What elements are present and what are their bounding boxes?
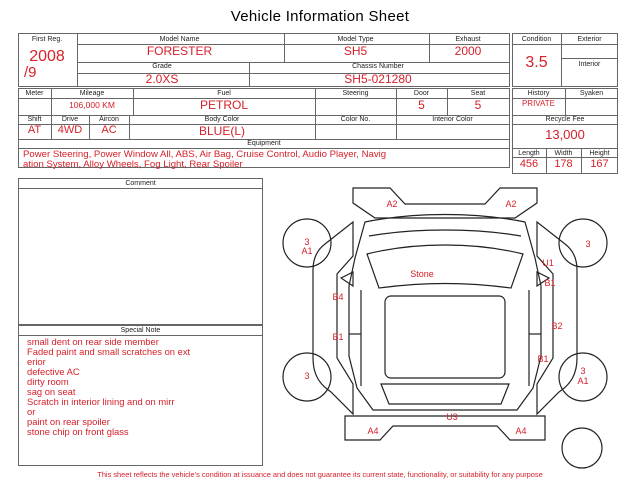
exhaust-value: 2000 bbox=[454, 44, 482, 58]
damage-mark-front-right: A2 bbox=[505, 199, 517, 209]
special-note-line: paint on rear spoiler bbox=[27, 416, 110, 427]
comment-label: Comment bbox=[125, 180, 156, 187]
model-name-value: FORESTER bbox=[146, 44, 213, 58]
interior-color-label: Interior Color bbox=[432, 116, 473, 123]
damage-mark-wheel-br-num: 3 bbox=[580, 366, 586, 376]
chassis-number-label: Chassis Number bbox=[352, 63, 404, 70]
color-no-label: Color No. bbox=[340, 116, 371, 123]
recycle-fee-value: 13,000 bbox=[545, 127, 585, 142]
special-note-list bbox=[27, 337, 261, 437]
drive-label: Drive bbox=[61, 116, 79, 123]
damage-mark-b1-left: B1 bbox=[332, 332, 344, 342]
damage-mark-b1-right-lower: B1 bbox=[537, 354, 549, 364]
page-title: Vehicle Information Sheet bbox=[230, 8, 410, 25]
fuel-value: PETROL bbox=[199, 98, 248, 112]
steering-label: Steering bbox=[342, 90, 369, 97]
aircon-value: AC bbox=[101, 124, 117, 136]
special-note-line: sag on seat bbox=[27, 386, 76, 397]
interior-label: Interior bbox=[578, 61, 601, 68]
history-label: History bbox=[527, 90, 550, 97]
width-value: 178 bbox=[554, 158, 573, 170]
seat-value: 5 bbox=[474, 98, 482, 112]
exhaust-label: Exhaust bbox=[455, 36, 481, 43]
special-note-line: dirty room bbox=[27, 376, 69, 387]
height-label: Height bbox=[589, 150, 610, 157]
special-note-line: Scratch in interior lining and on mirr bbox=[27, 396, 175, 407]
body-color-value: BLUE(L) bbox=[198, 124, 245, 138]
damage-mark-wheel-bl-num: 3 bbox=[304, 371, 310, 381]
disclaimer: This sheet reflects the vehicle's condition at issuance and does not guarantee its current state, functionality, or suitability for any purpose bbox=[97, 470, 543, 479]
condition-value: 3.5 bbox=[525, 54, 548, 71]
aircon-label: Aircon bbox=[99, 116, 119, 123]
recycle-fee-label: Recycle Fee bbox=[545, 116, 585, 123]
damage-mark-u1: U1 bbox=[542, 258, 554, 268]
shift-value: AT bbox=[27, 124, 42, 136]
exterior-label: Exterior bbox=[577, 36, 602, 43]
grade-label: Grade bbox=[152, 63, 172, 70]
damage-mark-rear-left: A4 bbox=[367, 426, 379, 436]
damage-mark-b4: B4 bbox=[332, 292, 344, 302]
length-label: Length bbox=[518, 150, 540, 157]
damage-mark-b1-right-upper: B1 bbox=[544, 278, 556, 288]
comment-box bbox=[18, 178, 263, 325]
damage-mark-rear-right: A4 bbox=[515, 426, 527, 436]
special-note-line: small dent on rear side member bbox=[27, 336, 159, 347]
damage-mark-wheel-tl-code: A1 bbox=[301, 246, 313, 256]
first-reg-value-year: 2008 bbox=[29, 48, 65, 65]
equipment-line-2: ation System, Alloy Wheels, Fog Light, Rear Spoiler bbox=[23, 159, 243, 170]
equipment-line-1: Power Steering, Power Window All, ABS, Air Bag, Cruise Control, Audio Player, Navig bbox=[23, 149, 387, 160]
grade-value: 2.0XS bbox=[145, 72, 179, 86]
fuel-label: Fuel bbox=[217, 90, 231, 97]
door-label: Door bbox=[413, 90, 430, 97]
damage-mark-wheel-tr-num: 3 bbox=[585, 239, 591, 249]
equipment-label: Equipment bbox=[247, 140, 281, 147]
body-color-label: Body Color bbox=[204, 116, 240, 123]
door-value: 5 bbox=[418, 98, 425, 112]
first-reg-value-month: /9 bbox=[24, 64, 37, 81]
damage-mark-u3: U3 bbox=[446, 412, 458, 422]
length-value: 456 bbox=[519, 158, 539, 170]
special-note-line: stone chip on front glass bbox=[27, 426, 129, 437]
special-note-line: defective AC bbox=[27, 366, 80, 377]
mileage-value: 106,000 KM bbox=[69, 100, 115, 110]
special-note-label: Special Note bbox=[120, 327, 161, 334]
model-type-value: SH5 bbox=[343, 44, 368, 58]
damage-mark-front-left: A2 bbox=[386, 199, 398, 209]
car-damage-diagram bbox=[265, 178, 625, 470]
damage-mark-wheel-tl-num: 3 bbox=[304, 237, 310, 247]
drive-value: 4WD bbox=[57, 124, 83, 136]
mileage-label: Mileage bbox=[79, 90, 105, 97]
model-type-label: Model Type bbox=[337, 36, 374, 43]
chassis-number-value: SH5-021280 bbox=[344, 72, 412, 86]
condition-label: Condition bbox=[521, 36, 552, 43]
model-name-label: Model Name bbox=[159, 36, 200, 43]
special-note-line: or bbox=[27, 406, 36, 417]
history-value: PRIVATE bbox=[521, 99, 556, 108]
seat-label: Seat bbox=[470, 90, 486, 97]
width-label: Width bbox=[554, 150, 573, 157]
special-note-line: Faded paint and small scratches on ext bbox=[27, 346, 191, 357]
damage-mark-windshield: Stone bbox=[410, 269, 434, 279]
shift-label: Shift bbox=[27, 116, 42, 123]
damage-mark-wheel-br-code: A1 bbox=[577, 376, 589, 386]
meter-label: Meter bbox=[25, 90, 44, 97]
damage-mark-b2: B2 bbox=[551, 321, 563, 331]
first-reg-label: First Reg. bbox=[31, 36, 63, 43]
height-value: 167 bbox=[590, 158, 609, 170]
syaken-label: Syaken bbox=[579, 90, 604, 97]
special-note-line: erior bbox=[27, 356, 46, 367]
